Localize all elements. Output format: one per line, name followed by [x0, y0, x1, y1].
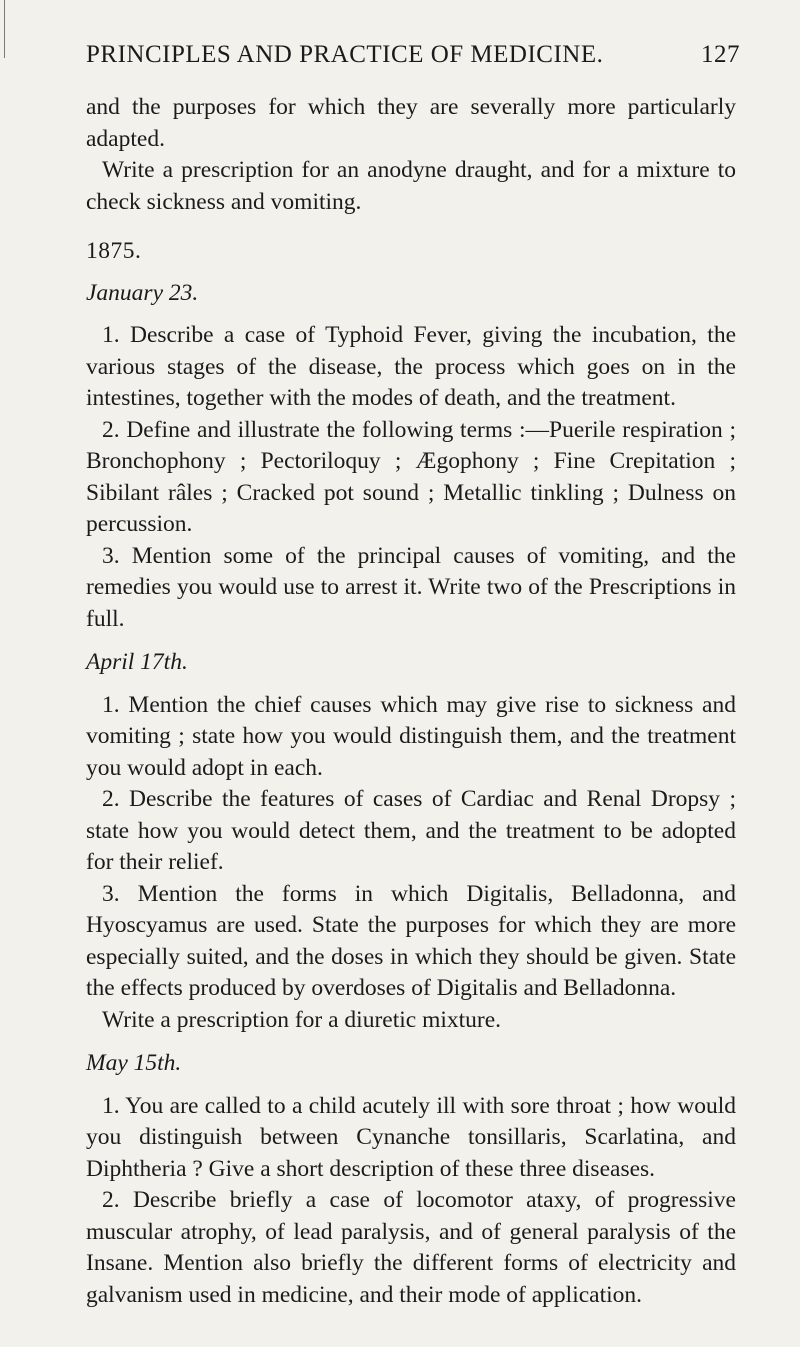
question-item: 1. You are called to a child acutely ill with sore throat ; how would you distinguish between Cynanche tonsillaris, Scarlatina, and Diphtheria ? Give a short description of these three diseases.: [86, 1092, 736, 1182]
question-item: 1. Mention the chief causes which may give rise to sickness and vomiting ; state how you would distinguish them, and the treatment you would adopt in each.: [86, 691, 736, 781]
question-item: 3. Mention the forms in which Digitalis, Belladonna, and Hyoscyamus are used. State the purposes for which they are more especially suited, and the doses in which they should be given. State the effects produced by overdoses of Digitalis and Belladonna.: [86, 880, 736, 1001]
running-title: PRINCIPLES AND PRACTICE OF MEDICINE.: [86, 41, 604, 68]
exam-date-january: January 23.: [86, 279, 199, 306]
page-body: [86, 92, 736, 1311]
question-item: 1. Describe a case of Typhoid Fever, giving the incubation, the various stages of the disease, the process which goes on in the intestines, together with the modes of death, and the treatment.: [86, 322, 736, 411]
exam-date-may: May 15th.: [86, 1050, 182, 1076]
prescription-paragraph: Write a prescription for an anodyne draught, and for a mixture to check sickness and vomiting.: [86, 157, 736, 215]
question-item: 2. Describe briefly a case of locomotor ataxy, of progressive muscular atrophy, of lead paralysis, and of general paralysis of the Insane. Mention also briefly the different forms of electricity and galvanism used in medicine, and their mode of application.: [86, 1187, 736, 1308]
question-item: 2. Describe the features of cases of Cardiac and Renal Dropsy ; state how you would detect them, and the treatment to be adopted for their relief.: [86, 786, 736, 875]
question-item: Write a prescription for a diuretic mixture.: [102, 1006, 502, 1033]
question-item: 3. Mention some of the principal causes of vomiting, and the remedies you would use to arrest it. Write two of the Prescriptions in full.: [86, 542, 736, 632]
page-number: 127: [701, 41, 740, 68]
continued-paragraph: and the purposes for which they are severally more particularly adapted.: [86, 94, 736, 152]
exam-year: 1875.: [86, 238, 142, 264]
exam-date-april: April 17th.: [86, 649, 188, 675]
question-item: 2. Define and illustrate the following terms :—Puerile respiration ; Bronchophony ; Pectoriloquy ; Ægophony ; Fine Crepitation ; Sibilant râles ; Cracked pot sound ; Metallic tinkling ; Dulness on percussion.: [86, 416, 736, 537]
running-header: [86, 42, 740, 67]
page-edge-line: [4, 0, 5, 58]
